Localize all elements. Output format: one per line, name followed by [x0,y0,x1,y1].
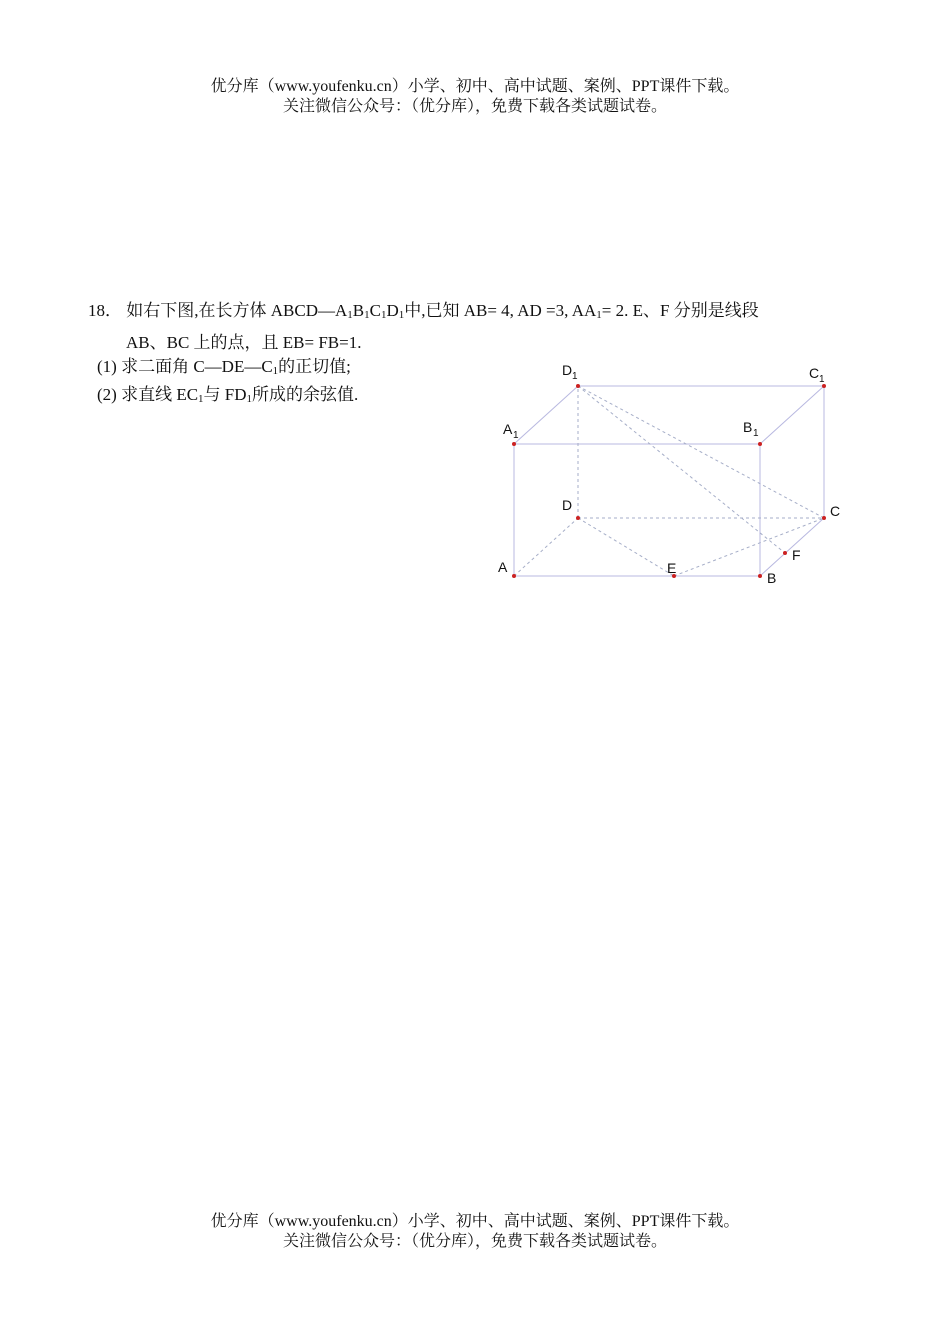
subscript: 1 [398,309,405,321]
part2-text: (2) 求直线 EC [97,385,199,404]
edge-B1C1 [760,386,824,444]
label-B1-sub: 1 [753,428,759,439]
footer-line-1: 优分库（www.youfenku.cn）小学、初中、高中试题、案例、PPT课件下载。 [210,1213,740,1230]
part1-text: 的正切值; [278,357,351,376]
label-D1-sub: 1 [572,371,578,382]
label-A: A [498,559,508,575]
solid-edges [514,386,824,576]
footer-line-2: 关注微信公众号：（优分库），免费下载各类试题试卷。 [282,1233,667,1250]
label-F: F [792,547,801,563]
label-B: B [767,570,777,586]
vertex-points [512,384,826,578]
point-D1 [576,384,580,388]
subscript: 1 [246,393,253,405]
stem-text: C [369,301,381,320]
point-A [512,574,516,578]
label-E: E [667,560,677,576]
label-B1: B [743,419,753,435]
subscript: 1 [198,393,204,405]
label-A1: A [503,421,513,437]
point-B1 [758,442,762,446]
dashed-edges [514,386,824,576]
header-line-2: 关注微信公众号：（优分库），免费下载各类试题试卷。 [282,98,667,115]
stem-text: B [352,301,365,320]
point-C [822,516,826,520]
label-C: C [830,503,841,519]
subscript: 1 [364,309,370,321]
segment-FD1 [578,386,785,553]
label-C1: C [809,365,820,381]
point-B [758,574,762,578]
segment-D1C [578,386,824,518]
label-D1: D [562,362,573,378]
subscript: 1 [347,309,353,321]
part1-text: (1) 求二面角 C—DE—C [97,357,273,376]
point-A1 [512,442,516,446]
point-F [783,551,787,555]
subscript: 1 [380,309,387,321]
part2-text: 与 FD [203,385,247,404]
segment-EC [674,518,824,576]
label-A1-sub: 1 [513,430,519,441]
segment-DE [578,518,677,576]
subscript: 1 [272,365,279,377]
problem-stem-line-2: AB、BC 上的点，且 EB= FB=1. [126,333,362,352]
label-D: D [562,497,573,513]
footer-banner [0,1212,950,1252]
stem-text: = 2. E、F 分别是线段 [601,301,759,320]
edge-AD [514,518,578,576]
stem-text: D [386,301,399,320]
edge-A1D1 [514,386,578,444]
header-line-1: 优分库（www.youfenku.cn）小学、初中、高中试题、案例、PPT课件下载。 [210,78,740,95]
stem-text: 中,已知 AB= 4, AD =3, AA [404,301,597,320]
part2-text: 所成的余弦值. [252,385,359,404]
stem-text: 如右下图,在长方体 ABCD—A [126,301,348,320]
subscript: 1 [596,309,602,321]
problem-number: 18． [88,301,122,320]
point-D [576,516,580,520]
label-C1-sub: 1 [819,374,825,385]
